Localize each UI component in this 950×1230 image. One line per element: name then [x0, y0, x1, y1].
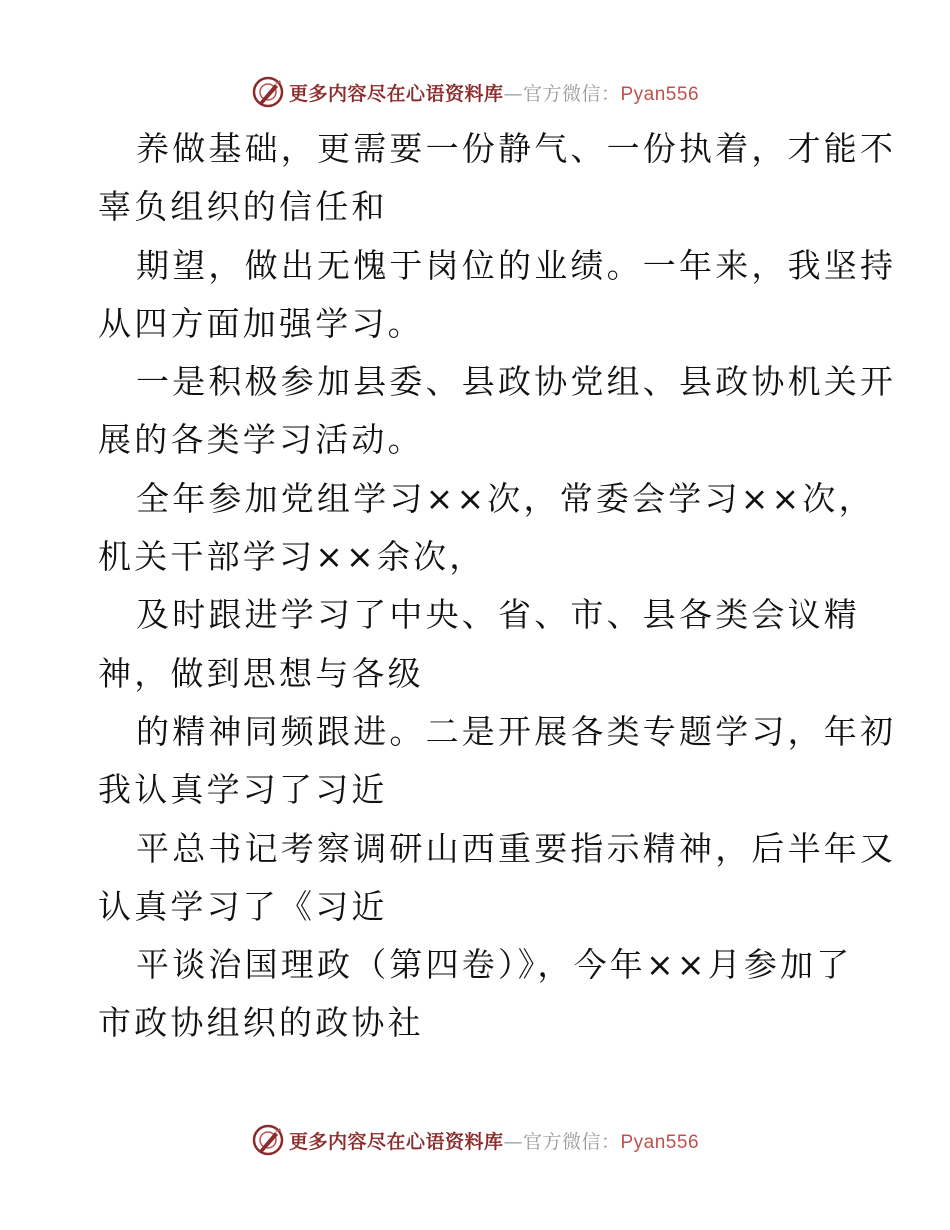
text-line: 市政协组织的政协社: [98, 1003, 424, 1043]
text-line: 机关干部学习××余次，: [98, 537, 486, 577]
text-line: 全年参加党组学习××次，常委会学习××次，: [136, 478, 875, 518]
text-line: 平总书记考察调研山西重要指示精神，后半年又: [136, 828, 897, 868]
watermark-account: Pyan556: [620, 83, 700, 105]
text-line: 养做基础，更需要一份静气、一份执着，才能不: [136, 129, 897, 168]
text-line: 从四方面加强学习。: [98, 303, 424, 343]
text-line: 认真学习了《习近: [98, 886, 388, 926]
watermark-text: [289, 79, 699, 106]
body-text: [98, 120, 897, 1053]
watermark-brand: 更多内容尽在心语资料库: [288, 82, 504, 105]
text-line: 辜负组织的信任和: [98, 187, 388, 227]
header-watermark-banner: [0, 72, 950, 112]
text-line: 展的各类学习活动。: [98, 420, 424, 460]
watermark-text: [289, 1127, 699, 1154]
watermark-official: 官方微信：: [522, 1130, 621, 1153]
watermark-separator: —: [503, 82, 523, 105]
text-line: 平谈治国理政（第四卷）》，今年××月参加了: [136, 945, 853, 985]
footer-watermark-banner: [0, 1120, 950, 1160]
text-line: 神，做到思想与各级: [98, 653, 424, 693]
pen-logo-icon: [251, 1123, 285, 1157]
text-line: 的精神同频跟进。二是开展各类专题学习，年初: [136, 711, 897, 751]
pen-logo-icon: [251, 75, 285, 109]
watermark-separator: —: [503, 1130, 523, 1153]
watermark-brand: 更多内容尽在心语资料库: [288, 1130, 504, 1153]
text-line: 我认真学习了习近: [98, 770, 388, 810]
watermark-official: 官方微信：: [522, 82, 621, 105]
text-line: 及时跟进学习了中央、省、市、县各类会议精: [136, 595, 860, 635]
watermark-account: Pyan556: [620, 1131, 700, 1153]
text-line: 一是积极参加县委、县政协党组、县政协机关开: [136, 362, 897, 402]
text-line: 期望，做出无愧于岗位的业绩。一年来，我坚持: [136, 245, 897, 285]
